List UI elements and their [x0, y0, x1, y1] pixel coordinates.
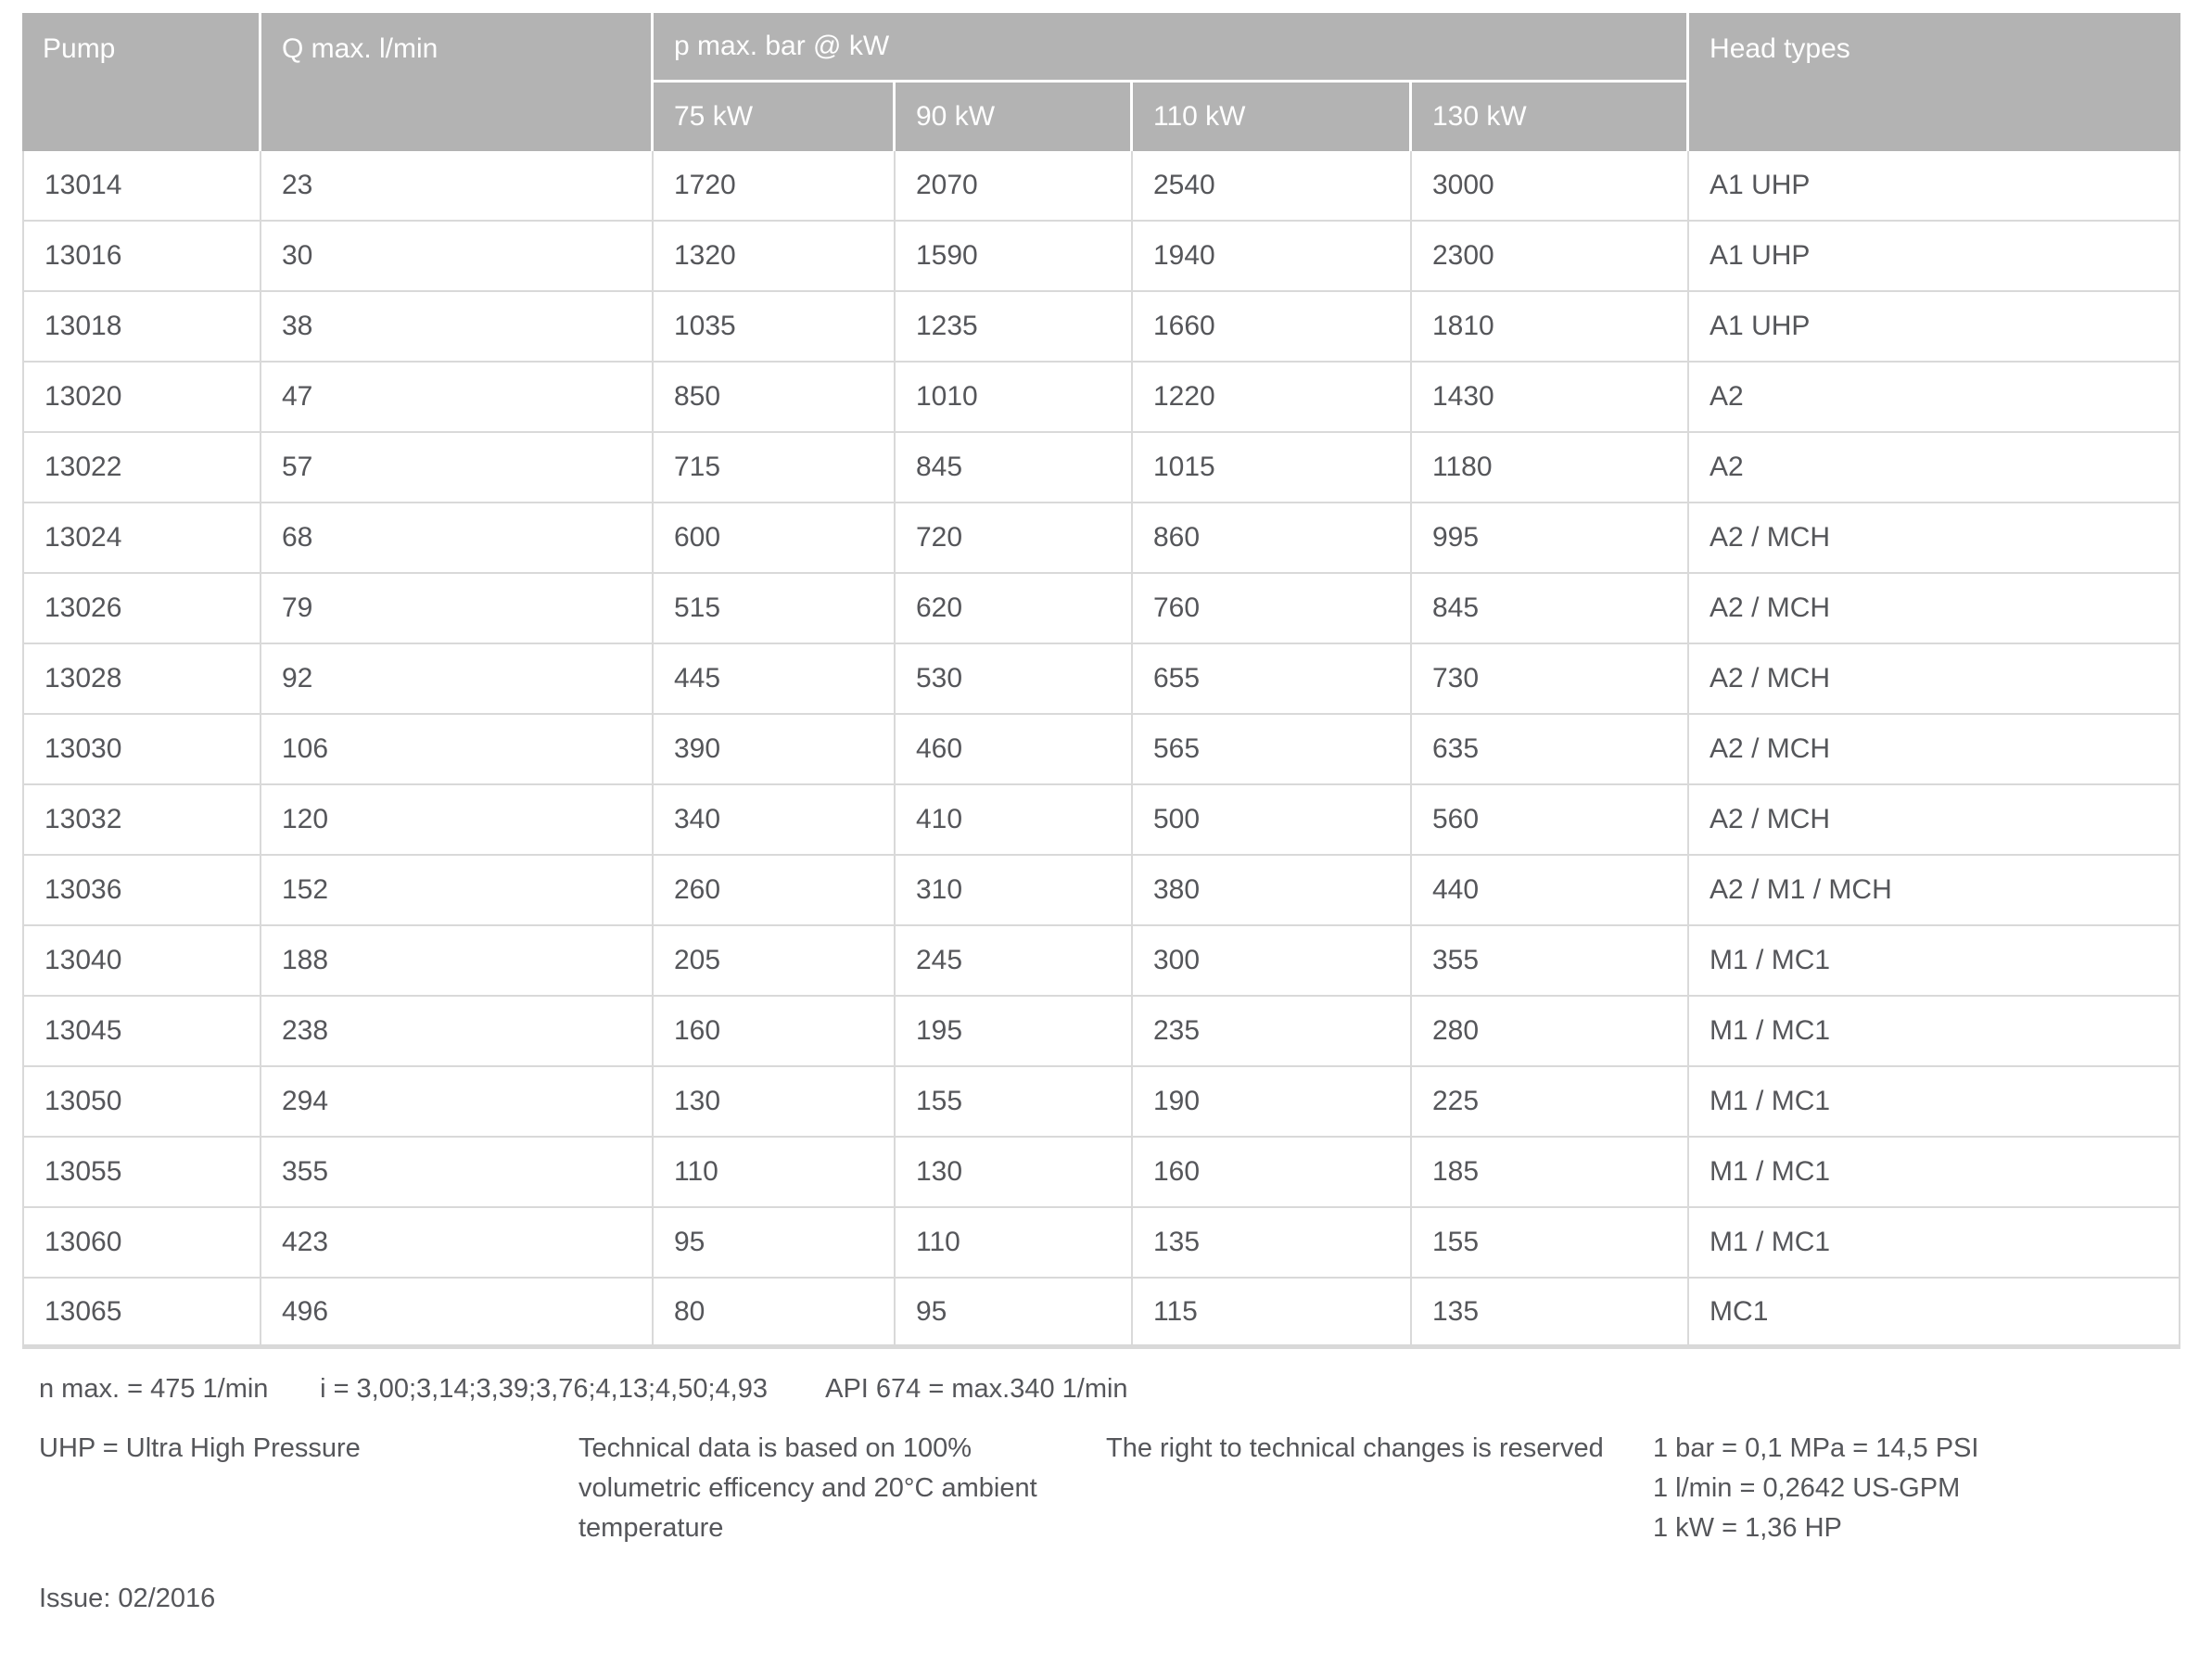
- cell-90kw: 2070: [896, 151, 1133, 222]
- cell-q-max: 120: [261, 785, 654, 856]
- cell-pump: 13036: [22, 856, 261, 926]
- cell-head-types: A2 / M1 / MCH: [1689, 856, 2180, 926]
- cell-pump: 13030: [22, 715, 261, 785]
- cell-q-max: 38: [261, 292, 654, 363]
- rights-reserved-note: The right to technical changes is reserved: [1106, 1433, 1604, 1463]
- cell-q-max: 238: [261, 997, 654, 1067]
- cell-75kw: 160: [654, 997, 896, 1067]
- cell-head-types: M1 / MC1: [1689, 1138, 2180, 1208]
- cell-130kw: 2300: [1412, 222, 1689, 292]
- table-row: [22, 926, 2180, 997]
- cell-130kw: 560: [1412, 785, 1689, 856]
- cell-110kw: 655: [1133, 644, 1412, 715]
- cell-90kw: 110: [896, 1208, 1133, 1279]
- n-max-note: n max. = 475 1/min: [39, 1374, 269, 1404]
- cell-75kw: 1035: [654, 292, 896, 363]
- cell-head-types: A2 / MCH: [1689, 644, 2180, 715]
- cell-130kw: 730: [1412, 644, 1689, 715]
- cell-q-max: 152: [261, 856, 654, 926]
- table-row: [22, 715, 2180, 785]
- cell-head-types: A1 UHP: [1689, 292, 2180, 363]
- cell-pump: 13045: [22, 997, 261, 1067]
- table-row: [22, 292, 2180, 363]
- cell-pump: 13032: [22, 785, 261, 856]
- cell-pump: 13026: [22, 574, 261, 644]
- cell-90kw: 1590: [896, 222, 1133, 292]
- cell-110kw: 860: [1133, 503, 1412, 574]
- table-row: [22, 1138, 2180, 1208]
- cell-110kw: 1015: [1133, 433, 1412, 503]
- conversion-line: 1 kW = 1,36 HP: [1653, 1513, 1842, 1543]
- cell-110kw: 300: [1133, 926, 1412, 997]
- cell-90kw: 720: [896, 503, 1133, 574]
- conversion-line: 1 l/min = 0,2642 US-GPM: [1653, 1473, 1961, 1503]
- table-row: [22, 363, 2180, 433]
- cell-pump: 13050: [22, 1067, 261, 1138]
- cell-75kw: 390: [654, 715, 896, 785]
- cell-75kw: 1320: [654, 222, 896, 292]
- cell-q-max: 92: [261, 644, 654, 715]
- cell-pump: 13040: [22, 926, 261, 997]
- cell-head-types: A2 / MCH: [1689, 715, 2180, 785]
- cell-130kw: 995: [1412, 503, 1689, 574]
- cell-head-types: MC1: [1689, 1279, 2180, 1349]
- cell-90kw: 1235: [896, 292, 1133, 363]
- cell-75kw: 515: [654, 574, 896, 644]
- cell-110kw: 2540: [1133, 151, 1412, 222]
- conversion-line: 1 bar = 0,1 MPa = 14,5 PSI: [1653, 1433, 1979, 1463]
- header-head-types: Head types: [1689, 13, 2180, 151]
- header-75kw: 75 kW: [654, 83, 896, 151]
- table-row: [22, 644, 2180, 715]
- cell-110kw: 760: [1133, 574, 1412, 644]
- table-row: [22, 433, 2180, 503]
- cell-90kw: 460: [896, 715, 1133, 785]
- cell-90kw: 130: [896, 1138, 1133, 1208]
- cell-75kw: 715: [654, 433, 896, 503]
- gear-ratio-note: i = 3,00;3,14;3,39;3,76;4,13;4,50;4,93: [320, 1374, 768, 1404]
- cell-75kw: 445: [654, 644, 896, 715]
- table-row: [22, 856, 2180, 926]
- cell-130kw: 280: [1412, 997, 1689, 1067]
- cell-110kw: 500: [1133, 785, 1412, 856]
- cell-pump: 13014: [22, 151, 261, 222]
- table-row: [22, 785, 2180, 856]
- cell-110kw: 380: [1133, 856, 1412, 926]
- table-row: [22, 574, 2180, 644]
- cell-90kw: 530: [896, 644, 1133, 715]
- pump-data-table: [22, 13, 2180, 1349]
- cell-110kw: 135: [1133, 1208, 1412, 1279]
- uhp-note: UHP = Ultra High Pressure: [39, 1433, 361, 1463]
- cell-head-types: A2 / MCH: [1689, 503, 2180, 574]
- table-row: [22, 151, 2180, 222]
- cell-90kw: 310: [896, 856, 1133, 926]
- cell-90kw: 95: [896, 1279, 1133, 1349]
- cell-75kw: 340: [654, 785, 896, 856]
- cell-pump: 13024: [22, 503, 261, 574]
- issue-date: Issue: 02/2016: [39, 1584, 216, 1613]
- cell-130kw: 135: [1412, 1279, 1689, 1349]
- cell-head-types: A1 UHP: [1689, 222, 2180, 292]
- cell-75kw: 80: [654, 1279, 896, 1349]
- cell-130kw: 1430: [1412, 363, 1689, 433]
- cell-q-max: 79: [261, 574, 654, 644]
- cell-q-max: 294: [261, 1067, 654, 1138]
- cell-head-types: A2: [1689, 433, 2180, 503]
- cell-130kw: 185: [1412, 1138, 1689, 1208]
- cell-75kw: 850: [654, 363, 896, 433]
- cell-pump: 13016: [22, 222, 261, 292]
- cell-head-types: A1 UHP: [1689, 151, 2180, 222]
- cell-90kw: 620: [896, 574, 1133, 644]
- cell-75kw: 600: [654, 503, 896, 574]
- cell-75kw: 260: [654, 856, 896, 926]
- technical-data-line: temperature: [578, 1513, 724, 1543]
- table-header: [22, 13, 2180, 151]
- cell-130kw: 1810: [1412, 292, 1689, 363]
- cell-head-types: A2: [1689, 363, 2180, 433]
- cell-q-max: 30: [261, 222, 654, 292]
- cell-q-max: 423: [261, 1208, 654, 1279]
- header-90kw: 90 kW: [896, 83, 1133, 151]
- cell-110kw: 160: [1133, 1138, 1412, 1208]
- cell-130kw: 225: [1412, 1067, 1689, 1138]
- header-130kw: 130 kW: [1412, 83, 1689, 151]
- cell-130kw: 635: [1412, 715, 1689, 785]
- cell-q-max: 47: [261, 363, 654, 433]
- cell-q-max: 496: [261, 1279, 654, 1349]
- cell-pump: 13022: [22, 433, 261, 503]
- cell-90kw: 1010: [896, 363, 1133, 433]
- header-q-max: Q max. l/min: [261, 13, 654, 151]
- cell-130kw: 1180: [1412, 433, 1689, 503]
- cell-q-max: 23: [261, 151, 654, 222]
- technical-data-line: volumetric efficency and 20°C ambient: [578, 1473, 1037, 1503]
- cell-110kw: 115: [1133, 1279, 1412, 1349]
- table-row: [22, 1067, 2180, 1138]
- cell-90kw: 245: [896, 926, 1133, 997]
- cell-130kw: 155: [1412, 1208, 1689, 1279]
- cell-pump: 13028: [22, 644, 261, 715]
- cell-pump: 13065: [22, 1279, 261, 1349]
- speed-ratio-note: [39, 1374, 1128, 1405]
- cell-75kw: 205: [654, 926, 896, 997]
- technical-data-note: [578, 1429, 1037, 1548]
- cell-head-types: M1 / MC1: [1689, 1208, 2180, 1279]
- header-110kw: 110 kW: [1133, 83, 1412, 151]
- table-row: [22, 503, 2180, 574]
- table-body: [22, 151, 2180, 1349]
- header-pump: Pump: [22, 13, 261, 151]
- cell-110kw: 1660: [1133, 292, 1412, 363]
- header-p-max-group: p max. bar @ kW: [654, 13, 1689, 83]
- cell-q-max: 106: [261, 715, 654, 785]
- cell-130kw: 440: [1412, 856, 1689, 926]
- cell-pump: 13020: [22, 363, 261, 433]
- cell-q-max: 355: [261, 1138, 654, 1208]
- api-674-note: API 674 = max.340 1/min: [825, 1374, 1128, 1404]
- cell-head-types: A2 / MCH: [1689, 785, 2180, 856]
- cell-110kw: 565: [1133, 715, 1412, 785]
- cell-130kw: 3000: [1412, 151, 1689, 222]
- cell-head-types: M1 / MC1: [1689, 997, 2180, 1067]
- cell-110kw: 1220: [1133, 363, 1412, 433]
- cell-pump: 13018: [22, 292, 261, 363]
- cell-head-types: A2 / MCH: [1689, 574, 2180, 644]
- table-row: [22, 222, 2180, 292]
- cell-130kw: 845: [1412, 574, 1689, 644]
- cell-75kw: 130: [654, 1067, 896, 1138]
- cell-q-max: 68: [261, 503, 654, 574]
- cell-90kw: 155: [896, 1067, 1133, 1138]
- cell-head-types: M1 / MC1: [1689, 1067, 2180, 1138]
- cell-90kw: 195: [896, 997, 1133, 1067]
- cell-110kw: 1940: [1133, 222, 1412, 292]
- cell-75kw: 95: [654, 1208, 896, 1279]
- cell-90kw: 845: [896, 433, 1133, 503]
- cell-110kw: 190: [1133, 1067, 1412, 1138]
- technical-data-line: Technical data is based on 100%: [578, 1433, 972, 1463]
- cell-pump: 13060: [22, 1208, 261, 1279]
- table-row: [22, 997, 2180, 1067]
- table-row: [22, 1208, 2180, 1279]
- cell-130kw: 355: [1412, 926, 1689, 997]
- cell-75kw: 110: [654, 1138, 896, 1208]
- cell-75kw: 1720: [654, 151, 896, 222]
- cell-head-types: M1 / MC1: [1689, 926, 2180, 997]
- cell-q-max: 188: [261, 926, 654, 997]
- cell-pump: 13055: [22, 1138, 261, 1208]
- unit-conversion-note: [1653, 1429, 1978, 1548]
- cell-90kw: 410: [896, 785, 1133, 856]
- cell-q-max: 57: [261, 433, 654, 503]
- table-row: [22, 1279, 2180, 1349]
- cell-110kw: 235: [1133, 997, 1412, 1067]
